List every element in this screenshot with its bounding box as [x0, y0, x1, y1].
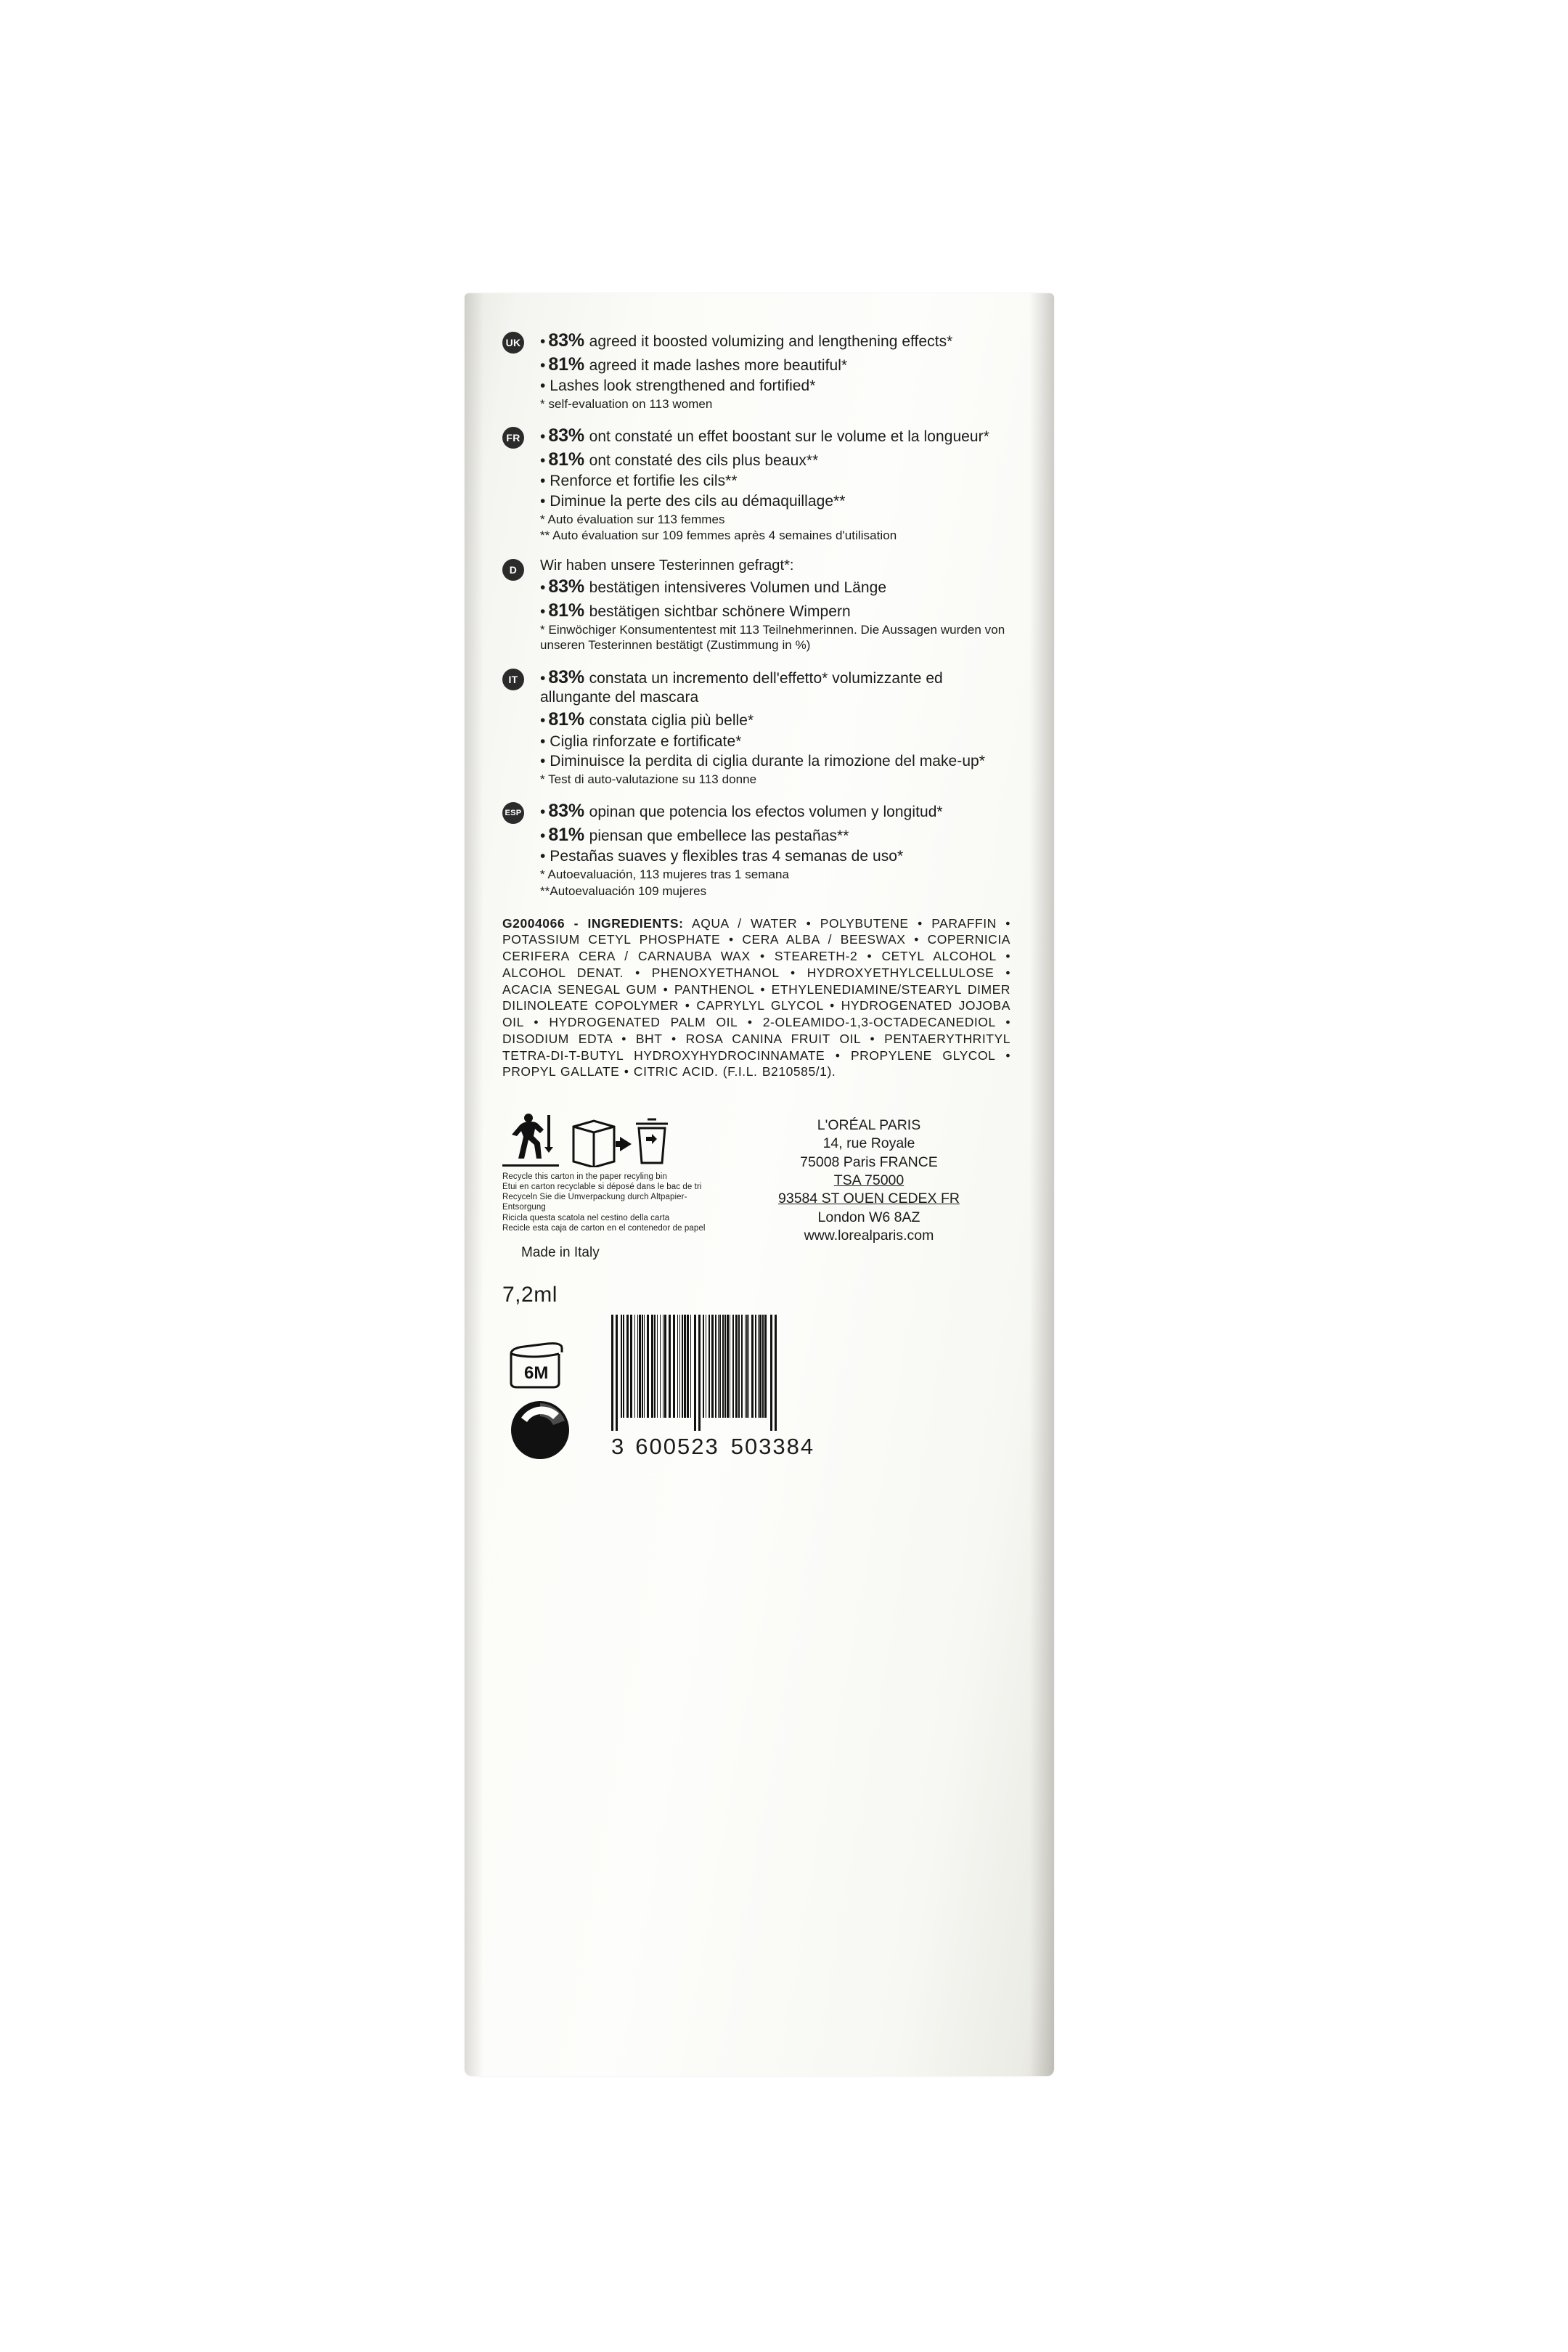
- claim-line: • Renforce et fortifie les cils**: [540, 473, 738, 490]
- company-address: [727, 1114, 1010, 1245]
- claim-block-d: [502, 557, 1010, 653]
- claim-line: • 81% constata ciglia più belle*: [540, 709, 754, 730]
- claim-percentage: 83%: [548, 425, 589, 446]
- language-badge-uk: UK: [502, 332, 524, 354]
- claim-line: Wir haben unsere Testerinnen gefragt*:: [540, 558, 794, 574]
- claim-line: • Diminue la perte des cils au démaquillage**: [540, 492, 846, 510]
- bullet-marker: •: [540, 356, 546, 374]
- claim-line: • 83% opinan que potencia los efectos volumen y longitud*: [540, 801, 943, 822]
- recycling-column: [502, 1114, 727, 1261]
- recycling-icon-row: [502, 1114, 727, 1167]
- claim-block-fr: [502, 425, 1010, 544]
- bullet-marker: •: [540, 804, 546, 821]
- claim-percentage: 81%: [548, 449, 589, 470]
- bullet-marker: •: [540, 579, 546, 597]
- claim-percentage: 81%: [548, 600, 589, 621]
- bullet-marker: •: [540, 428, 546, 446]
- bottom-area: [502, 1315, 1010, 1463]
- claim-line: • Ciglia rinforzate e fortificate*: [540, 732, 742, 750]
- package-back-content: [502, 330, 1010, 1463]
- claim-line: • 81% bestätigen sichtbar schönere Wimpern: [540, 600, 851, 621]
- made-in-label: Made in Italy: [521, 1244, 600, 1260]
- claim-line: ** Auto évaluation sur 109 femmes après 4 semaines d'utilisation: [540, 528, 897, 543]
- claim-line: • 83% constata un incremento dell'effetto* volumizzante ed allungante del mascara: [540, 666, 943, 706]
- period-after-opening-icon: [502, 1335, 589, 1390]
- claim-percentage: 81%: [548, 824, 589, 845]
- barcode-lead-digit: 3: [611, 1433, 626, 1459]
- address-line: 93584 ST OUEN CEDEX FR: [778, 1191, 960, 1207]
- claim-line: • 81% piensan que embellece las pestañas**: [540, 824, 849, 845]
- claim-line: • Lashes look strengthened and fortified*: [540, 377, 816, 394]
- claim-block-esp: [502, 800, 1010, 899]
- claim-percentage: 83%: [548, 666, 589, 687]
- address-line: L'ORÉAL PARIS: [817, 1117, 921, 1134]
- recycling-instruction-line: Ricicla questa scatola nel cestino della carta: [502, 1213, 670, 1222]
- barcode-bar: [775, 1315, 777, 1431]
- barcode-bars: [611, 1315, 844, 1431]
- claim-line: * Einwöchiger Konsumententest mit 113 Teilnehmerinnen. Die Aussagen wurden von unseren Testerinnen bestätigt (Zustimmung in %): [540, 623, 1005, 653]
- barcode-left-group: 600523: [635, 1433, 719, 1459]
- pao-months-text: 6M: [524, 1363, 549, 1383]
- product-package-panel: [465, 293, 1054, 2076]
- claim-line: • 83% agreed it boosted volumizing and lengthening effects*: [540, 330, 953, 351]
- address-line: 75008 Paris FRANCE: [800, 1153, 938, 1170]
- claim-line: • 81% ont constaté des cils plus beaux**: [540, 449, 819, 470]
- bullet-marker: •: [540, 333, 546, 350]
- bullet-marker: •: [540, 669, 546, 687]
- recycling-instruction-line: Recycle this carton in the paper recyling bin: [502, 1172, 667, 1182]
- claim-line: * Test di auto-valutazione su 113 donne: [540, 772, 757, 786]
- bullet-marker: •: [540, 827, 546, 844]
- green-dot-recycle-icon: [502, 1397, 589, 1463]
- address-line: TSA 75000: [833, 1172, 905, 1189]
- claim-percentage: 81%: [548, 709, 589, 730]
- claim-percentage: 83%: [548, 801, 589, 822]
- claim-percentage: 81%: [548, 354, 589, 375]
- claim-line: • Diminuisce la perdita di ciglia durante la rimozione del make-up*: [540, 753, 985, 770]
- claims-section: [502, 330, 1010, 899]
- recycling-instruction-line: Etui en carton recyclable si déposé dans le bac de tri: [502, 1183, 702, 1192]
- barcode-block: [611, 1315, 844, 1463]
- barcode-digits: [611, 1434, 844, 1460]
- language-badge-esp: ESP: [502, 802, 524, 824]
- bullet-marker: •: [540, 712, 546, 729]
- claim-line: • 83% bestätigen intensiveres Volumen und Länge: [540, 576, 887, 597]
- bottom-icon-column: [502, 1322, 589, 1463]
- ingredients-text: AQUA / WATER • POLYBUTENE • PARAFFIN • POTASSIUM CETYL PHOSPHATE • CERA ALBA / BEESWAX • COPERNICIA CERIFERA CERA / CARNAUBA WAX • STEARETH-2 • CETYL ALCOHOL • ALCOHOL DENAT. • PHENOXYETHANOL • HYDROXYETHYLCELLULOSE • ACACIA SENEGAL GUM • PANTHENOL • ETHYLENEDIAMINE/STEARYL DIMER DILINOLEATE COPOLYMER • CAPRYLYL GLYCOL • HYDROGENATED JOJOBA OIL • HYDROGENATED PALM OIL • 2-OLEAMIDO-1,3-OCTADECANEDIOL • DISODIUM EDTA • BHT • ROSA CANINA FRUIT OIL • PENTAERYTHRITYL TETRA-DI-T-BUTYL HYDROXYHYDROCINNAMATE • PROPYLENE GLYCOL • PROPYL GALLATE • CITRIC ACID. (F.I.L. B210585/1).: [502, 915, 1010, 1079]
- info-row: [502, 1114, 1010, 1261]
- claim-line: * Auto évaluation sur 113 femmes: [540, 512, 725, 526]
- carton-recycle-icon: [569, 1116, 678, 1167]
- net-volume: 7,2ml: [502, 1282, 558, 1307]
- address-line: 14, rue Royale: [822, 1135, 915, 1152]
- address-line: London W6 8AZ: [817, 1209, 920, 1225]
- claim-percentage: 83%: [548, 330, 589, 351]
- recycling-instruction-line: Recicle esta caja de carton en el contenedor de papel: [502, 1223, 706, 1233]
- address-line[interactable]: www.lorealparis.com: [804, 1228, 934, 1244]
- claim-line: • 83% ont constaté un effet boostant sur le volume et la longueur*: [540, 425, 989, 446]
- claim-line: * Autoevaluación, 113 mujeres tras 1 semana: [540, 867, 789, 882]
- claim-line: • Pestañas suaves y flexibles tras 4 semanas de uso*: [540, 848, 904, 865]
- recycling-instructions: [502, 1172, 727, 1233]
- claim-block-it: [502, 666, 1010, 788]
- tidyman-icon: [502, 1114, 559, 1167]
- claim-percentage: 83%: [548, 576, 589, 597]
- ingredients-list: [502, 915, 1010, 1081]
- claim-block-uk: [502, 330, 1010, 412]
- claim-line: * self-evaluation on 113 women: [540, 396, 713, 411]
- ingredients-batch-code: G2004066 - INGREDIENTS:: [502, 915, 684, 931]
- language-badge-it: IT: [502, 669, 524, 690]
- bullet-marker: •: [540, 452, 546, 469]
- bullet-marker: •: [540, 603, 546, 620]
- claim-line: • 81% agreed it made lashes more beautiful*: [540, 354, 848, 375]
- claim-line: **Autoevaluación 109 mujeres: [540, 883, 707, 898]
- language-badge-d: D: [502, 559, 524, 581]
- barcode-right-group: 503384: [730, 1433, 815, 1459]
- language-badge-fr: FR: [502, 427, 524, 449]
- recycling-instruction-line: Recyceln Sie die Umverpackung durch Altpapier-Entsorgung: [502, 1193, 687, 1212]
